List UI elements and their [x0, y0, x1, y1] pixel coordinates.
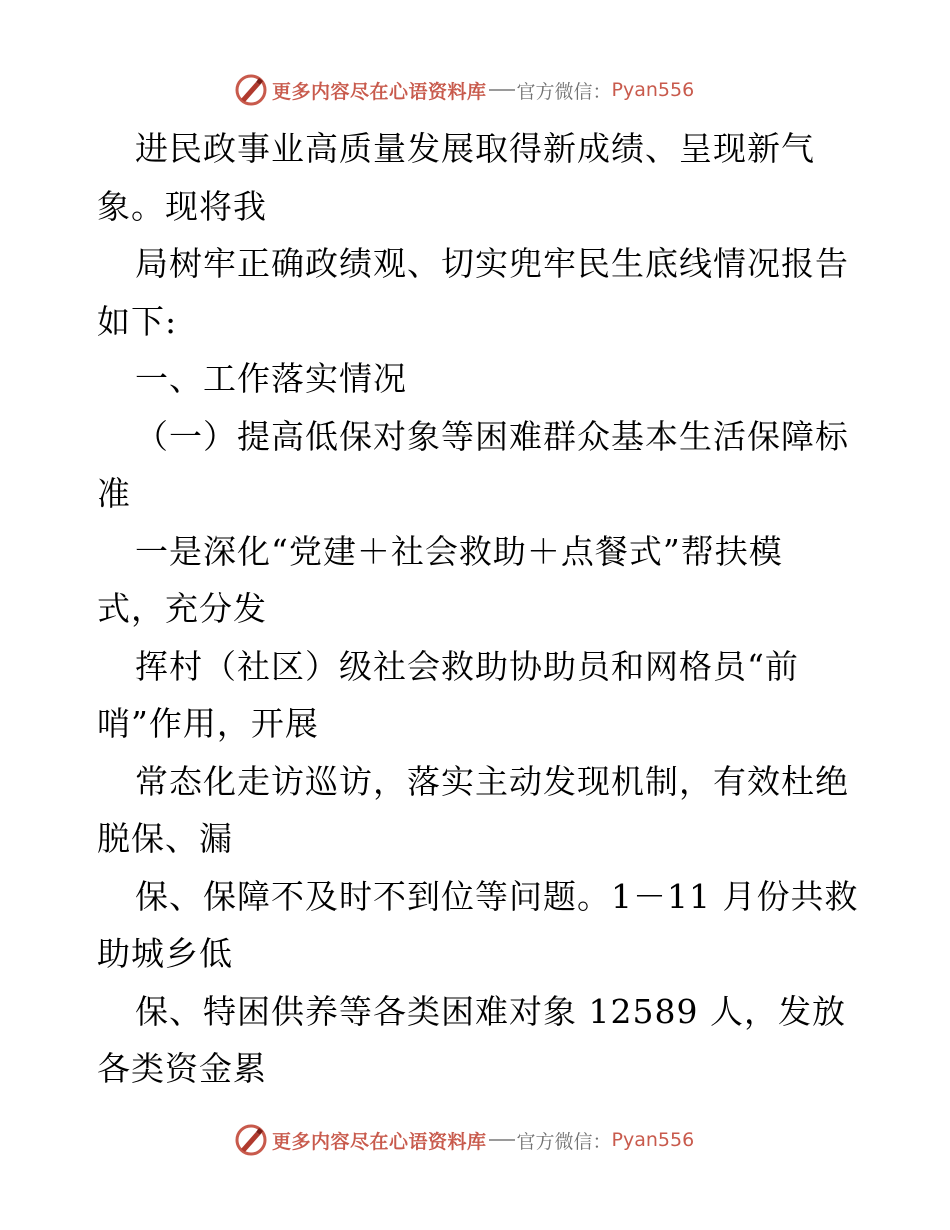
text-line: 准 [97, 474, 131, 513]
section-heading: 一、工作落实情况 [135, 359, 407, 398]
text-line: 助城乡低 [97, 934, 233, 973]
watermark-account: Pyan556 [611, 1129, 695, 1151]
text-line: 保、保障不及时不到位等问题。1－11 月份共救 [135, 876, 859, 916]
watermark-label: 官方微信： [516, 1130, 612, 1153]
watermark-brand: 更多内容尽在心语资料库 [272, 80, 487, 103]
text-line: 进民政事业高质量发展取得新成绩、呈现新气 [135, 129, 815, 168]
text-line: 如下: [97, 301, 178, 341]
subsection-heading: （一）提高低保对象等困难群众基本生活保障标 [135, 416, 849, 456]
text-line: 脱保、漏 [97, 819, 233, 858]
text-line: 挥村（社区）级社会救助协助员和网格员“前 [135, 646, 799, 686]
document-body [97, 120, 857, 1098]
watermark-dash [489, 89, 515, 91]
text-line: 常态化走访巡访，落实主动发现机制，有效杜绝 [135, 761, 849, 801]
watermark-label: 官方微信： [516, 80, 612, 103]
text-line: 保、特困供养等各类困难对象 12589 人，发放 [135, 991, 846, 1031]
text-line: 各类资金累 [97, 1049, 267, 1088]
text-line: 象。现将我 [97, 186, 267, 226]
watermark-brand: 更多内容尽在心语资料库 [272, 1130, 487, 1153]
watermark-dash [489, 1139, 515, 1141]
text-line: 式，充分发 [97, 589, 267, 628]
text-line: 局树牢正确政绩观、切实兜牢民生底线情况报告 [135, 244, 849, 283]
pen-circle-logo-icon [234, 73, 268, 107]
footer-watermark [234, 1122, 694, 1158]
pen-circle-logo-icon [234, 1123, 268, 1157]
header-watermark [234, 72, 694, 108]
text-line: 哨”作用，开展 [97, 704, 319, 743]
text-line: 一是深化“党建＋社会救助＋点餐式”帮扶模 [135, 531, 783, 571]
watermark-account: Pyan556 [611, 79, 695, 101]
